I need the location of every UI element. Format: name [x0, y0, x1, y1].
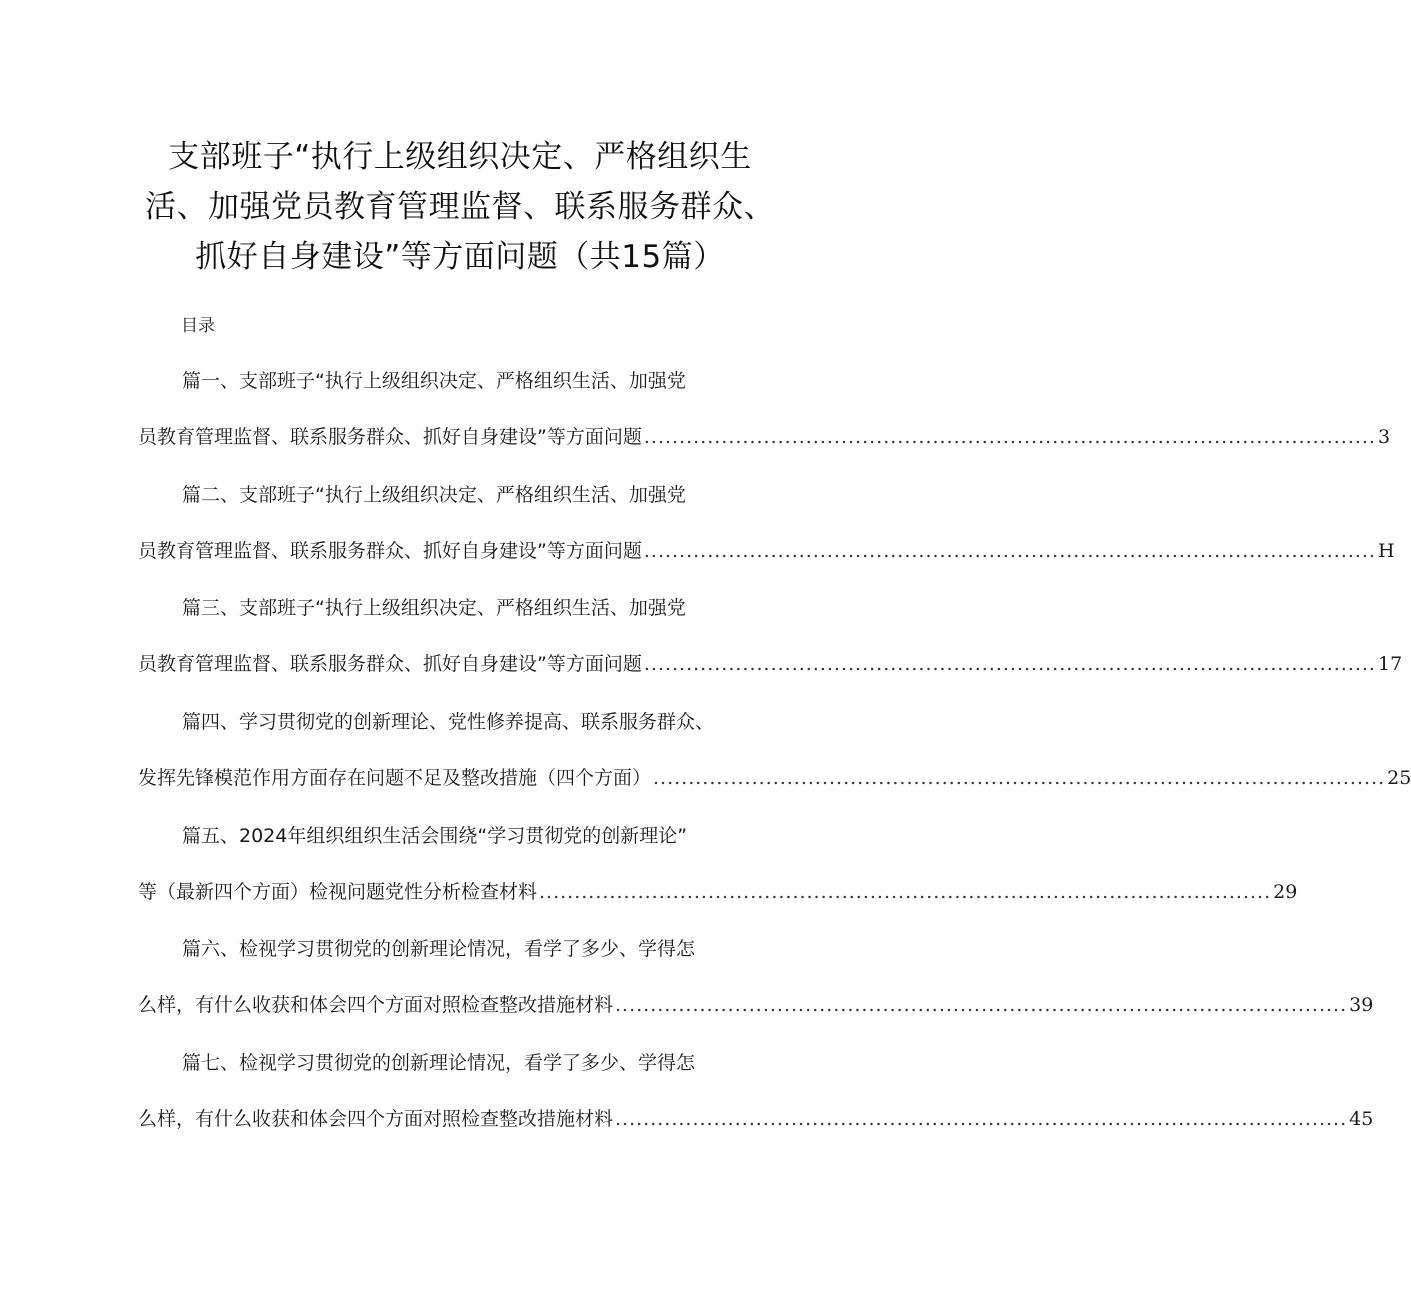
dot-leader: ........................................................................................................ [643, 426, 1376, 448]
toc-page-number: 39 [1349, 994, 1374, 1017]
toc-entry-title: 篇四、学习贯彻党的创新理论、党性修养提高、联系服务群众、 [182, 711, 715, 734]
toc-page-number: 45 [1349, 1108, 1374, 1131]
toc-entry-7[interactable] [138, 1046, 1374, 1160]
dot-leader: ........................................................................................................ [615, 994, 1348, 1017]
toc-heading: 目录 [181, 316, 215, 336]
toc-entry-continuation [138, 761, 1411, 795]
table-of-contents [138, 364, 1411, 1160]
toc-entry-title: 篇二、支部班子“执行上级组织决定、严格组织生活、加强党 [182, 483, 686, 506]
toc-entry-continuation [138, 875, 1298, 909]
toc-page-number: 17 [1377, 653, 1403, 676]
toc-entry-title-cont: 等（最新四个方面）检视问题党性分析检查材料 [138, 880, 538, 903]
toc-page-number: 3 [1377, 426, 1391, 448]
dot-leader: ........................................................................................................ [643, 539, 1376, 562]
dot-leader: ........................................................................................................ [539, 880, 1272, 903]
toc-entry-3[interactable] [138, 591, 1403, 705]
toc-page-number: H [1377, 539, 1395, 562]
toc-page-number: 29 [1273, 880, 1298, 903]
toc-entry-title-cont: 员教育管理监督、联系服务群众、抓好自身建设”等方面问题 [138, 539, 642, 562]
toc-entry-2[interactable] [138, 478, 1395, 592]
toc-entry-6[interactable] [138, 932, 1374, 1046]
toc-entry-title: 篇七、检视学习贯彻党的创新理论情况，看学了多少、学得怎 [182, 1052, 696, 1075]
toc-entry-continuation [138, 534, 1395, 568]
toc-entry-continuation [138, 647, 1403, 681]
toc-entry-continuation [138, 420, 1391, 454]
toc-entry-title-cont: 么样，有什么收获和体会四个方面对照检查整改措施材料 [138, 1108, 614, 1131]
toc-entry-title-cont: 员教育管理监督、联系服务群众、抓好自身建设”等方面问题 [138, 426, 642, 448]
toc-page-number: 25 [1387, 767, 1411, 790]
toc-entry-title-cont: 发挥先锋模范作用方面存在问题不足及整改措施（四个方面） [138, 767, 652, 790]
toc-entry-title: 篇六、检视学习贯彻党的创新理论情况，看学了多少、学得怎 [182, 938, 696, 961]
toc-entry-title-cont: 员教育管理监督、联系服务群众、抓好自身建设”等方面问题 [138, 653, 642, 676]
document-title: 支部班子“执行上级组织决定、严格组织生活、加强党员教育管理监督、联系服务群众、抓好自身建设”等方面问题（共15篇） [145, 139, 775, 275]
toc-entry-1[interactable] [138, 364, 1391, 478]
toc-entry-title: 篇一、支部班子“执行上级组织决定、严格组织生活、加强党 [182, 370, 686, 392]
toc-entry-title: 篇三、支部班子“执行上级组织决定、严格组织生活、加强党 [182, 597, 686, 620]
toc-entry-4[interactable] [138, 705, 1411, 819]
dot-leader: ........................................................................................................ [653, 767, 1386, 790]
toc-entry-5[interactable] [138, 819, 1298, 933]
toc-entry-continuation [138, 988, 1374, 1022]
toc-entry-continuation [138, 1102, 1374, 1136]
dot-leader: ........................................................................................................ [615, 1108, 1348, 1131]
dot-leader: ........................................................................................................ [643, 653, 1376, 676]
toc-entry-title: 篇五、2024年组织组织生活会围绕“学习贯彻党的创新理论” [182, 824, 688, 847]
toc-entry-title-cont: 么样，有什么收获和体会四个方面对照检查整改措施材料 [138, 994, 614, 1017]
